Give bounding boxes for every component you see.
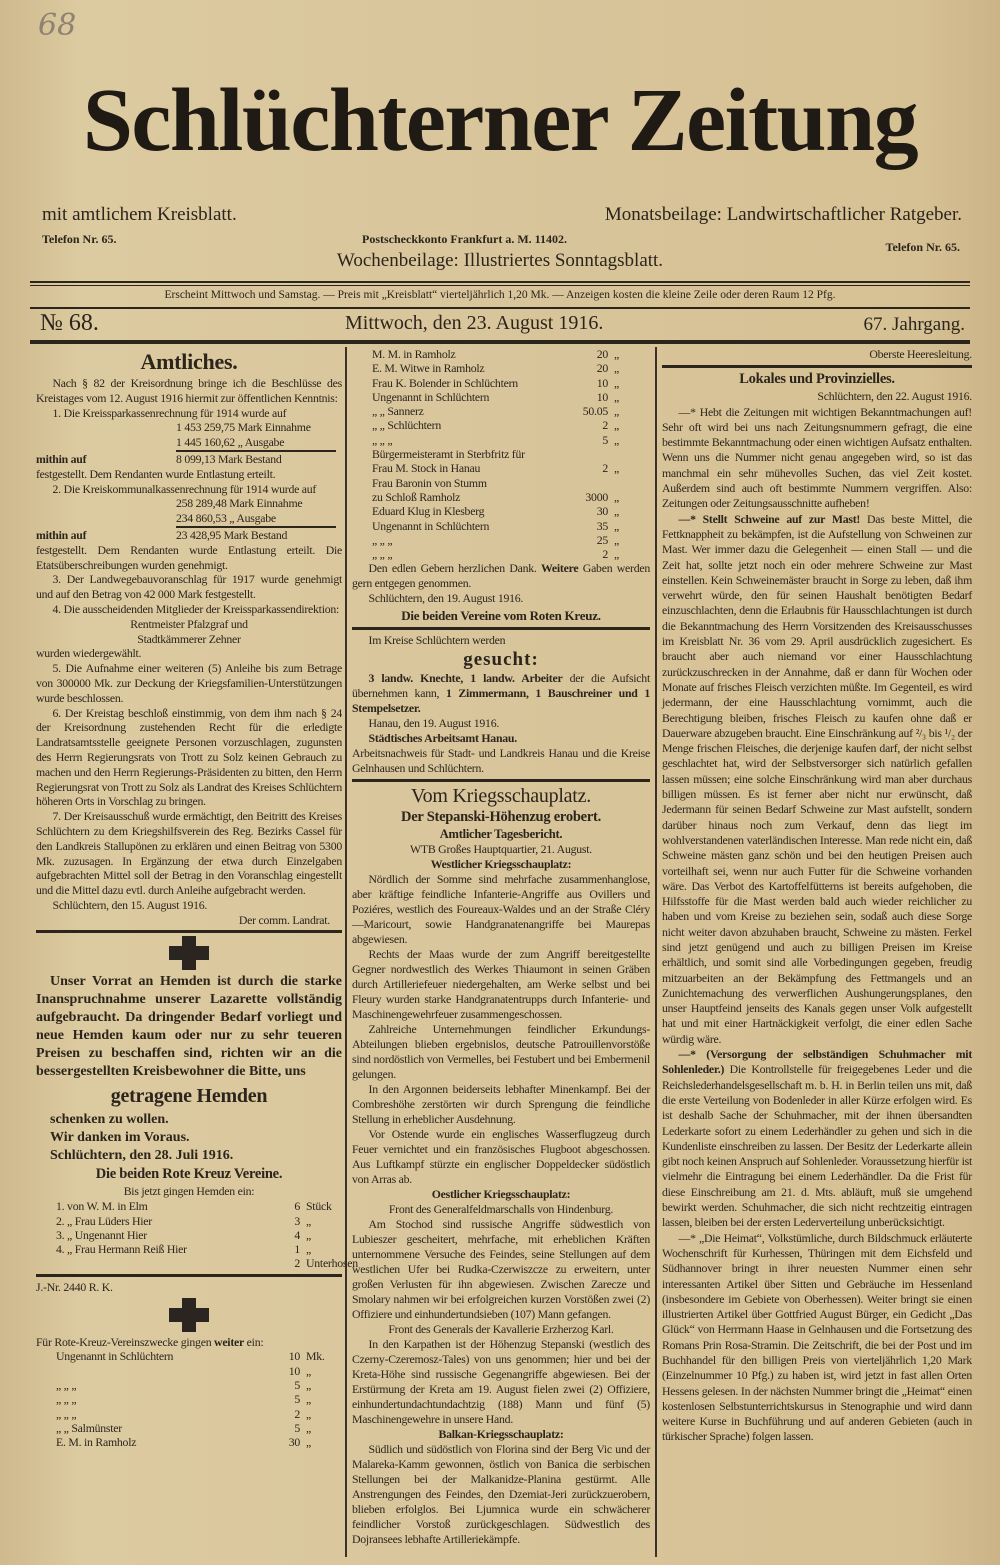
lokales-section — [662, 371, 972, 1444]
paragraph: 7. Der Kreisausschuß wurde ermächtigt, den Beitritt des Kreises Schlüchtern zu dem Kriegshilfsverein des Reg. Bezirks Cassel für den Landkreis Stallupönen zu erklären und einen Beitrag von 5300 Mk. zuzusagen. In Ergänzung der etwa durch Einzelgaben aufgebrachten Mittel soll der Betrag in den Voranschlag eingestellt und die Mittel dazu evtl. durch Anleihe aufgebracht werden. — [36, 809, 342, 898]
item-name: Frau K. Bolender in Schlüchtern — [372, 375, 518, 390]
item-unit: „ — [614, 461, 619, 476]
column-right — [662, 347, 972, 1445]
paragraph: —* „Die Heimat“, Volkstümliche, durch Bildschmuck erläuterte Wochenschrift für Kurhessen, Thüringen mit dem Eichsfeld und Südhannover bringt in ihrer neuesten Nummer einen sehr interessanten Artikel über Sitten und Gebräuche im Hessenland (insbesondere im Gebiete von Oberhessen). Weiter bringt sie einen illustrierten Artikel über Gottfried August Bürger, ein Gedicht „Das Glück“ von Herrmann Haase in Gelnhausen und die Fortsetzung des Romans Prin Rosa-Stramin. Die Zeitschrift, die bei der Post und im Buchhandel für den billigen Preis von vierteljährlich 1,20 Mark (Einzelnummer 10 Pfg.) zu haben ist, wird jetzt in fast allen Orten Hessens gelesen. In der nächsten Nummer bringt die „Heimat“ einen kostenlosen Selbstunterrichtskursus in Stenographie und wird dann weitere Kurse in Buchführung und auf anderen Gebieten (auch in türkischer Sprache) folgen lassen. — [662, 1230, 972, 1444]
item-unit: „ — [306, 1392, 311, 1407]
list-item — [372, 533, 650, 547]
paragraph: 6. Der Kreistag beschloß einstimmig, von dem ihm nach § 24 der Kreisordnung zustehenden Recht für die erledigte Landratsamtsstelle geeignete Personen vorzuschlagen, zugunsten des Herrn Regierungsrats von Trott zu Solz keinen Gebrauch zu machen und den Herrn Regierungs-Präsidenten zu bitten, den Herrn Regierungsrat von Trott zu Solz als Landrat des Kreises Schlüchtern höheren Orts in Vorschlag zu bringen. — [36, 705, 342, 809]
item-name: „ „ „ — [372, 432, 393, 447]
item-name: 1. von W. M. in Elm — [56, 1199, 148, 1214]
item-amount: 5 — [602, 432, 608, 447]
ad-office: Städtisches Arbeitsamt Hanau. — [368, 731, 517, 746]
item-name: E. M. in Ramholz — [56, 1435, 137, 1450]
item-unit: Unterhosen — [306, 1256, 358, 1271]
front-title: Front des Generals der Kavallerie Erzherzog Karl. — [388, 1322, 614, 1337]
text: Weitere — [541, 561, 579, 576]
subsection-title: Oestlicher Kriegsschauplatz: — [431, 1187, 571, 1202]
item-name: „ „ „ — [56, 1377, 77, 1392]
postcheck-account: Postscheckkonto Frankfurt a. M. 11402. — [362, 232, 567, 246]
publication-info: Erscheint Mittwoch und Samstag. — Preis mit „Kreisblatt“ vierteljährlich 1,20 Mk. — Anzeigen kosten die kleine Zeile oder deren Raum 12 Pfg. — [164, 289, 836, 301]
issue-date: Mittwoch, den 23. August 1916. — [345, 312, 604, 334]
item-amount: 4 — [294, 1227, 300, 1242]
weekly-supplement: Wochenbeilage: Illustriertes Sonntagsblatt. — [336, 250, 664, 271]
item-unit: „ — [306, 1242, 311, 1257]
item-unit: „ — [306, 1227, 311, 1242]
appeal-line: schenken zu wollen. — [50, 1112, 169, 1128]
item-name: 3. „ Ungenannt Hier — [56, 1227, 147, 1242]
item-amount: 10 — [596, 375, 608, 390]
item-unit: „ — [306, 1406, 311, 1421]
subsection-title: Balkan-Kriegsschauplatz: — [438, 1427, 564, 1442]
text: Für Rote-Kreuz-Vereinszwecke gingen — [36, 1334, 215, 1349]
item-amount: 2 — [294, 1406, 300, 1421]
item-amount: 50.05 — [582, 404, 608, 419]
paragraph — [662, 512, 972, 1047]
item-amount: 25 — [596, 532, 608, 547]
item-name: Bürgermeisteramt in Sterbfritz für — [372, 447, 525, 462]
item-unit: „ — [306, 1213, 311, 1228]
divider — [662, 365, 972, 368]
item-amount: 10 — [596, 389, 608, 404]
item-name: zu Schloß Ramholz — [372, 489, 461, 504]
item-name — [56, 1256, 250, 1270]
dateline: WTB Großes Hauptquartier, 21. August. — [410, 842, 592, 857]
divider — [352, 627, 650, 630]
reference-number: J.-Nr. 2440 R. K. — [36, 1279, 113, 1294]
item-unit: Mk. — [306, 1349, 325, 1364]
item-amount: 6 — [294, 1199, 300, 1214]
text: 3 landw. Knechte, 1 landw. Arbeiter — [368, 671, 563, 686]
list-item — [56, 1407, 342, 1421]
item-name: „ „ „ — [372, 547, 393, 562]
text: Gaben werden gern entgegen genommen. — [352, 561, 650, 591]
item-unit: „ — [614, 347, 619, 361]
divider — [352, 779, 650, 782]
divider — [36, 930, 342, 933]
list-item — [372, 390, 650, 404]
item-name: Frau Baronin von Stumm — [372, 475, 487, 490]
dateline: Schlüchtern, den 19. August 1916. — [368, 591, 524, 606]
list-item — [372, 461, 650, 475]
dateline: Schlüchtern, den 15. August 1916. — [52, 897, 208, 912]
item-name: Eduard Klug in Klesberg — [372, 504, 485, 519]
accounts-table — [176, 496, 336, 528]
dateline: Schlüchtern, den 22. August 1916. — [817, 389, 972, 404]
item-unit: „ — [306, 1377, 311, 1392]
list-item — [56, 1199, 342, 1213]
list-item — [372, 504, 650, 518]
issue-volume: 67. Jahrgang. — [863, 314, 965, 335]
divider — [30, 281, 970, 283]
item-name: E. M. Witwe in Ramholz — [372, 361, 485, 376]
column-divider — [345, 347, 347, 1557]
paragraph: Vor Ostende wurde ein englisches Wasserflugzeug durch Feuer vernichtet und ein französisches Flugboot abgeschossen. Aus Luftkampf stürzte ein englischer Doppeldecker südöstlich von Arras ab. — [352, 1127, 650, 1187]
item-name: 4. „ Frau Hermann Reiß Hier — [56, 1242, 187, 1257]
item-amount: 2 — [602, 418, 608, 433]
list-item — [56, 1378, 342, 1392]
item-amount: 10 — [288, 1349, 300, 1364]
item-unit: „ — [614, 532, 619, 547]
item-unit: „ — [614, 361, 619, 376]
name: Rentmeister Pfalzgraf und — [130, 616, 248, 631]
paragraph: 2. Die Kreiskommunalkassenrechnung für 1914 wurde auf — [52, 481, 317, 496]
paragraph — [662, 1047, 972, 1231]
list-item — [56, 1392, 342, 1406]
paragraph: Nach § 82 der Kreisordnung bringe ich die Beschlüsse des Kreistages vom 12. August 1916 hiermit zur öffentlichen Kenntnis: — [36, 376, 342, 405]
item-amount: 10 — [288, 1363, 300, 1378]
divider — [30, 340, 970, 344]
paragraph: 1. Die Kreissparkassenrechnung für 1914 wurde auf — [52, 405, 287, 420]
paragraph: Zahlreiche Unternehmungen feindlicher Erkundungs-Abteilungen blieben ergebnislos, deutsche Patrouillenvorstöße sind nordöstlich von Vermelles, bei Festubert und bei Embermenil gelungen. — [352, 1022, 650, 1082]
newspaper-title: Schlüchterner Zeitung — [82, 71, 918, 170]
item-name: „ „ Schlüchtern — [372, 418, 441, 433]
paragraph: In den Argonnen beiderseits lebhafter Minenkampf. Bei der Combreshöhe zerstörten wir durch Sprengung die feindliche Stellung in erheblicher Ausdehnung. — [352, 1082, 650, 1127]
item-name: Ungenannt in Schlüchtern — [56, 1349, 174, 1364]
signature: Die beiden Vereine vom Roten Kreuz. — [401, 608, 601, 624]
item-unit: „ — [614, 389, 619, 404]
item-name: Ungenannt in Schlüchtern — [372, 389, 490, 404]
shirt-donation-list — [56, 1199, 358, 1271]
item-amount: 30 — [288, 1435, 300, 1450]
text: —* Stellt Schweine auf zur Mast! — [678, 511, 861, 526]
paragraph: festgestellt. Dem Rendanten wurde Entlastung erteilt. — [36, 466, 276, 481]
job-ad — [352, 633, 650, 776]
balance-row — [36, 528, 342, 543]
signature: Der comm. Landrat. — [238, 912, 330, 927]
paragraph: —* Hebt die Zeitungen mit wichtigen Bekanntmachungen auf! Sehr oft wird bei uns nach Zeitungsnummern gefragt, die eine bestimmte Bekanntmachung oder einen wichtigen Aufsatz enthalten. Wenn uns die Nummer nicht genau angegeben wird, so ist das manchmal ein sehr mühevolles Suchen, das viel Zeit kostet. Außerdem sind auch oft bestimmte Nummern vergriffen. Also: Zeitungen oder Zeitungsausschnitte aufheben! — [662, 404, 972, 511]
list-item — [56, 1228, 342, 1242]
appeal-headline: getragene Hemden — [110, 1085, 268, 1108]
item-unit: „ — [306, 1363, 311, 1378]
item-name: Frau M. Stock in Hanau — [372, 461, 481, 476]
paragraph: 4. Die ausscheidenden Mitglieder der Kreissparkassendirektion: — [52, 601, 340, 616]
list-item — [56, 1364, 342, 1378]
list-item — [372, 361, 650, 375]
item-name: „ „ „ — [56, 1392, 77, 1407]
amtliches-section — [36, 349, 342, 927]
item-unit: „ — [614, 518, 619, 533]
item-amount: 5 — [294, 1377, 300, 1392]
item-name: Ungenannt in Schlüchtern — [372, 518, 490, 533]
paragraph: 5. Die Aufnahme einer weiteren (5) Anleihe bis zum Betrage von 300000 Mk. zur Deckung der Kriegsfamilien-Unterstützungen wurde beschlossen. — [36, 661, 342, 705]
donation-list — [56, 1349, 342, 1449]
item-unit: „ — [614, 489, 619, 504]
headline: Der Stepanski-Höhenzug erobert. — [401, 809, 601, 826]
appeal-line: Wir danken im Voraus. — [50, 1130, 190, 1146]
item-name — [56, 1364, 250, 1378]
ad-footer: Arbeitsnachweis für Stadt- und Landkreis Hanau und die Kreise Gelnhausen und Schlüchtern. — [352, 746, 650, 776]
dateline: Schlüchtern, den 28. Juli 1916. — [50, 1148, 234, 1164]
thanks — [352, 561, 650, 591]
column-left — [36, 347, 358, 1450]
item-amount: 5 — [294, 1392, 300, 1407]
balance: 23 428,95 Mark Bestand — [176, 527, 288, 542]
list-item — [372, 404, 650, 418]
item-amount: 20 — [596, 347, 608, 361]
income: 1 453 259,75 Mark Einnahme — [176, 420, 311, 435]
paragraph: In den Karpathen ist der Höhenzug Stepanski (westlich des Czerny-Czeremosz-Tales) von uns genommen; hier und bei der Kreta-Höhe sind russische Gegenangriffe abgewiesen. Bei der Erstürmung der Kreta am 19. August fielen zwei (2) Offiziere, einhundertundachtundachtzig (188) Mann und fünf (5) Maschinengewehre in unsere Hand. — [352, 1337, 650, 1427]
accounts-table — [176, 420, 336, 452]
item-amount: 5 — [294, 1420, 300, 1435]
paragraph: festgestellt. Dem Rendanten wurde Entlastung erteilt. Die Etatsüberschreibungen wurden genehmigt. — [36, 542, 342, 572]
subtitle-monthly-supplement: Monatsbeilage: Landwirtschaftlicher Ratgeber. — [604, 204, 962, 225]
subsection-title: Westlicher Kriegsschauplatz: — [430, 857, 572, 872]
item-amount: 2 — [294, 1256, 300, 1271]
text: —* (Versorgung der selbständigen Schuhmacher mit Sohlenleder.) — [662, 1047, 972, 1077]
item-amount — [558, 476, 608, 490]
column-divider — [655, 347, 657, 1557]
list-item — [372, 447, 650, 461]
red-cross-icon — [169, 936, 209, 970]
pencil-annotation: 68 — [38, 8, 77, 43]
label: mithin auf — [36, 527, 87, 542]
donations-section — [36, 1280, 342, 1450]
list-item — [372, 519, 650, 533]
paragraph: Nördlich der Somme sind mehrfache zusammenhanglose, aber kräftige feindliche Infanterie-Angriffe aus Ovillers und Poziéres, westlich des Foureaux-Waldes und an der Straße Cléry—Maricourt, sowie Handgranatenangriffe bei Maurepas abgewiesen. — [352, 872, 650, 947]
column-middle — [352, 347, 650, 1547]
item-name: „ „ Salmünster — [56, 1420, 122, 1435]
item-unit: „ — [614, 504, 619, 519]
text: Den edlen Gebern herzlichen Dank. — [368, 561, 542, 576]
paragraph: 3. Der Landwegebauvoranschlag für 1917 wurde genehmigt und auf den Betrag von 42 000 Mark festgestellt. — [36, 572, 342, 602]
item-name: M. M. in Ramholz — [372, 347, 456, 361]
phone-right: Telefon Nr. 65. — [885, 240, 960, 254]
paragraph: Südlich und südöstlich von Florina sind der Berg Vic und der Malareka-Kamm gewonnen, östlich von Banica die serbischen Stellungen bei der Malkanidze-Planina gestürmt. Alle Anstrengungen des Feindes, den Dzemiat-Jeri zurückzuerobern, blieben erfolglos. Bei Ljumnica wurde ein schwächerer feindlicher Vorstoß zurückgeschlagen. Südwestlich des Dojransees lebhafte Artilleriekämpfe. — [352, 1442, 650, 1547]
income: 258 289,48 Mark Einnahme — [176, 496, 303, 511]
item-unit: „ — [614, 418, 619, 433]
text: weiter — [214, 1334, 244, 1349]
item-amount: 2 — [602, 461, 608, 476]
front-title: Front des Generalfeldmarschalls von Hindenburg. — [388, 1202, 614, 1217]
list-item — [372, 376, 650, 390]
item-unit: „ — [614, 547, 619, 562]
hemden-appeal — [36, 936, 358, 1271]
item-unit: „ — [306, 1420, 311, 1435]
label: mithin auf — [36, 451, 87, 466]
item-amount: 2 — [602, 547, 608, 562]
list-item — [372, 476, 650, 490]
item-name: „ „ „ — [56, 1406, 77, 1421]
west-paragraphs — [352, 872, 650, 1187]
item-name: 2. „ Frau Lüders Hier — [56, 1213, 152, 1228]
subtitle-kreisblatt: mit amtlichem Kreisblatt. — [42, 204, 237, 225]
item-amount: 1 — [294, 1242, 300, 1257]
expense: 234 860,53 „ Ausgabe — [176, 511, 336, 528]
list-item — [56, 1435, 342, 1449]
item-amount: 35 — [596, 518, 608, 533]
item-amount: 3000 — [585, 489, 608, 504]
paragraph: Am Stochod sind russische Angriffe südwestlich von Lubieszer gescheitert, mehrfache, mit erheblichen Kräften unternommene Versuche des Feindes, seine Stellungen auf dem westlichen Ufer bei Rudka-Czerwiszcze zu erweitern, unter großen Verlusten für ihn abgewiesen. Zwischen Zarecze und Smolary nahmen wir bei erfolgreichen kurzen Vorstößen zwei (2) Offiziere und einhundertundsieben (107) Mann gefangen. — [352, 1217, 650, 1322]
text: 1 Zimmermann, 1 Bauschreiner und 1 Stempelsetzer. — [352, 686, 650, 716]
item-unit — [608, 476, 650, 490]
list-item — [56, 1242, 342, 1256]
list-item — [56, 1349, 342, 1363]
list-item — [372, 433, 650, 447]
text: ein: — [243, 1334, 264, 1349]
signature: Oberste Heeresleitung. — [869, 347, 972, 361]
section-title: Lokales und Provinzielles. — [739, 371, 895, 388]
text: Die Kontrollstelle für freigegebenes Leder und die Reichslederhandelsgesellschaft m. b. H. in Berlin teilen uns mit, daß die erste Verteilung von Bodenleder in aller Kürze erfolgen wird. Es ist deshalb Sache der Schuhmacher, mit der ihnen übersandten Lederkarte sofort zu einem Lederhändler zu gehen und sich in die Kundenliste einschreiben zu lassen. Der Besitz der Lederkarte allein gibt noch keinen Anspruch auf Sohlenleder. Voraussetzung hierfür ist vielmehr die Eintragung bei einem Lederhändler. Da die Frist für diese Einschreibung am 21. d. Mts. abläuft, muß sie umgehend bewirkt werden. Schuhmacher, die sich nicht rechtzeitig eintragen lassen, bleiben bei der ersten Lederverteilung unberücksichtigt. — [662, 1062, 972, 1230]
divider — [30, 307, 970, 309]
donations-intro — [36, 1335, 342, 1350]
text: der die Aufsicht übernehmen kann, — [352, 671, 650, 701]
item-amount: 3 — [294, 1213, 300, 1228]
item-unit: Stück — [306, 1199, 332, 1214]
balance-row — [36, 452, 342, 467]
phone-left: Telefon Nr. 65. — [42, 232, 117, 246]
item-amount: 30 — [596, 504, 608, 519]
item-unit: „ — [306, 1435, 311, 1450]
item-name: „ „ Sannerz — [372, 404, 424, 419]
list-item — [372, 490, 650, 504]
item-amount — [558, 447, 608, 461]
subhead: Amtlicher Tagesbericht. — [439, 827, 563, 842]
ad-body — [352, 671, 650, 716]
name: Stadtkämmerer Zehner — [137, 631, 241, 646]
paragraph: wurden wiedergewählt. — [36, 646, 142, 661]
red-cross-icon — [169, 1298, 209, 1332]
ad-intro: Im Kreise Schlüchtern werden — [368, 633, 506, 648]
item-unit: „ — [614, 375, 619, 390]
issue-number: № 68. — [40, 310, 99, 336]
divider — [30, 285, 970, 286]
item-name: „ „ „ — [372, 532, 393, 547]
list-item — [56, 1421, 342, 1435]
item-unit — [608, 447, 650, 461]
donation-list-continued — [372, 347, 650, 561]
list-item — [56, 1214, 342, 1228]
balance: 8 099,13 Mark Bestand — [176, 451, 282, 466]
section-title: Amtliches. — [140, 349, 238, 374]
section-title: Vom Kriegsschauplatz. — [411, 785, 591, 808]
signature: Die beiden Rote Kreuz Vereine. — [95, 1166, 283, 1183]
ad-headline: gesucht: — [463, 649, 539, 671]
item-unit: „ — [614, 404, 619, 419]
text: Das beste Mittel, die Fettknappheit zu bekämpfen, ist die Aufstellung von Schweinen zur Mast. Wer immer dazu die Gelegenheit — einen Stall — und die Zeit hat, sollte jetzt noch ein oder mehrere Schweine zur Mast einstellen. Kein Schweinemäster braucht in Sorge zu leben, daß ihm verwehrt würde, den für seinen Haushalt benötigten Bedarf einzuschlachten, denn die Erlaubnis für Hausschlachtungen ist durch die Bekanntmachung des Herrn Vorsitzenden des Kreisausschusses im Kreisblatt Nr. 36 vom 29. April ausdrücklich zugesichert. Es braucht aber auch niemand vor einer Hausschlachtung zurückzuschrecken in der Annahme, daß er dann für Wochen oder Monate auf frisches Fleisch verzichten müßte. Im Gegenteil, es wird jedermann, der eine Hausschlachtung vornimmt, auch die Berechtigung bleiben, frisches Fleisch zu kaufen ohne daß er Dauerware abzugeben braucht. Eine Einschränkung auf ²/₃ bis ¹/₂ der Menge frischen Fleisches, die derjenige kaufen darf, der nicht selbst geschlachtet hat, wird der Selbstversorger sich natürlich gefallen lassen müssen; eine solche Einschränkung wird man aber durchaus billigen müssen. Es ist ferner aber nicht nur erwünscht, daß Jedermann für seinen Bedarf Schweine zur Mast aufstellt, sondern darüber hinaus noch zum Verkauf, denn das liegt im wohlverstandenen vaterländischen Interesse. Man rede nicht ein, daß Schweine mästen ganz schön und bei den heutigen Preisen auch vorteilhaft sei, wenn nur auch Futter für die Schweine vorhanden wäre. Das Verbot des Kartoffelfütterns ist bereits aufgehoben, die Hilfsstoffe für die Mast werden bald auch wieder reichlicher zu haben und vom Kreise zu beziehen sein, sodaß auch diese Sorge nicht weiter davon abzuhaben braucht, Schweine zu mästen. Ferkel sind jetzt genügend und auch zu billigen Preisen im Kreise erhältlich, und somit sind alle Vorbedingungen gegeben, freudig mitzuarbeiten an der Bekämpfung des Fettmangels und an Zunichtemachung des verwerflichen Aushungerungsplanes, den unser Hauptfeind jenseits des Kanals gegen unser Volk aufgestellt hat und mit einer Hartnäckigkeit verfolgt, die einer edlen Sache würdig wäre. — [662, 511, 972, 1046]
list-item — [372, 418, 650, 432]
list-item — [56, 1256, 358, 1271]
expense: 1 445 160,62 „ Ausgabe — [176, 435, 336, 452]
list-title: Bis jetzt gingen Hemden ein: — [123, 1184, 255, 1199]
appeal-text: Unser Vorrat an Hemden ist durch die starke Inanspruchnahme unserer Lazarette vollständig aufgebraucht. Da dringender Bedarf vorliegt und neue Hemden kaum oder nur zu sehr teueren Preisen zu beschaffen sind, richten wir an die bessergestellten Kreisbewohner die Bitte, uns — [36, 974, 342, 1080]
divider — [36, 1274, 342, 1277]
list-item — [372, 547, 650, 561]
dateline: Hanau, den 19. August 1916. — [368, 716, 500, 731]
paragraph: Rechts der Maas wurde der zum Angriff bereitgestellte Gegner nordwestlich des Werkes Thiaumont in seinen Gräben durch Artilleriefeuer niedergehalten, am Werke selbst und bei Fleury wurden starke Handgranatentrupps durch Infanterie- und Maschinengewehrfeuer zusammengeschossen. — [352, 947, 650, 1022]
item-unit: „ — [614, 432, 619, 447]
item-amount: 20 — [596, 361, 608, 376]
war-report — [352, 785, 650, 1547]
list-item — [372, 347, 650, 361]
